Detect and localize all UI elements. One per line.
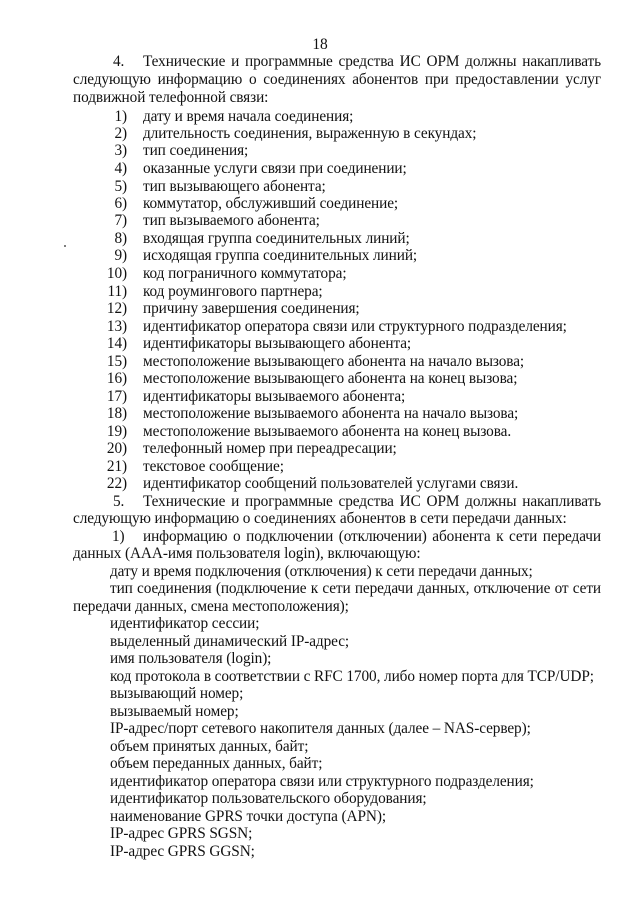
page-number: 18 bbox=[312, 36, 328, 53]
list-item-number: 8) bbox=[114, 230, 127, 247]
section-5-item-1-line-2: данных (ААА-имя пользователя login), включающую: bbox=[73, 545, 421, 562]
list-item-number: 19) bbox=[106, 423, 127, 440]
list-item: объем переданных данных, байт; bbox=[110, 755, 323, 772]
list-item-number: 13) bbox=[106, 318, 127, 335]
list-item-number: 17) bbox=[106, 388, 127, 405]
list-item-text: длительность соединения, выраженную в секундах; bbox=[143, 125, 477, 142]
list-item-number: 15) bbox=[106, 353, 127, 370]
list-item: идентификатор сессии; bbox=[110, 615, 260, 632]
list-item-number: 22) bbox=[106, 475, 127, 492]
list-item-number: 14) bbox=[106, 335, 127, 352]
list-item-text: местоположение вызываемого абонента на начало вызова; bbox=[143, 405, 519, 422]
list-item: имя пользователя (login); bbox=[110, 650, 272, 667]
list-item-text: телефонный номер при переадресации; bbox=[143, 440, 397, 457]
section-5-number: 5. bbox=[113, 493, 125, 510]
list-item-text: местоположение вызывающего абонента на конец вызова; bbox=[143, 370, 518, 387]
list-item: IP-адрес/порт сетевого накопителя данных (далее – NAS-сервер); bbox=[110, 720, 531, 737]
list-item-text: дату и время начала соединения; bbox=[143, 108, 354, 125]
list-item-text: код роумингового партнера; bbox=[143, 283, 323, 300]
list-item: идентификатор оператора связи или структурного подразделения; bbox=[110, 773, 534, 790]
section-5-sub-line-1: дату и время подключения (отключения) к сети передачи данных; bbox=[110, 563, 533, 580]
section-4-number: 4. bbox=[113, 53, 125, 70]
list-item-number: 18) bbox=[106, 405, 127, 422]
list-item-text: оказанные услуги связи при соединении; bbox=[143, 160, 407, 177]
list-item-number: 1) bbox=[114, 108, 127, 125]
list-item-number: 9) bbox=[114, 247, 127, 264]
list-item-number: 5) bbox=[114, 178, 127, 195]
section-4-intro-line-1: Технические и программные средства ИС ОРМ должны накапливать bbox=[143, 53, 601, 70]
list-item-text: идентификатор сообщений пользователей услугами связи. bbox=[143, 475, 519, 492]
section-5-item-1-number: 1) bbox=[112, 528, 125, 545]
list-item-number: 7) bbox=[114, 212, 127, 229]
list-item-text: местоположение вызываемого абонента на конец вызова. bbox=[143, 423, 512, 440]
list-item-text: идентификатор оператора связи или структурного подразделения; bbox=[143, 318, 567, 335]
list-item: идентификатор пользовательского оборудования; bbox=[110, 790, 427, 807]
list-item-text: тип вызываемого абонента; bbox=[143, 212, 320, 229]
list-item-number: 10) bbox=[106, 265, 127, 282]
list-item-text: тип вызывающего абонента; bbox=[143, 178, 326, 195]
list-item-text: исходящая группа соединительных линий; bbox=[143, 247, 418, 264]
list-item-text: текстовое сообщение; bbox=[143, 458, 284, 475]
scan-speck bbox=[64, 245, 66, 247]
section-5-intro-line-1: Технические и программные средства ИС ОРМ должны накапливать bbox=[143, 493, 601, 510]
section-5-sub-line-2a: тип соединения (подключение к сети передачи данных, отключение от сети bbox=[110, 580, 601, 597]
list-item: вызываемый номер; bbox=[110, 703, 239, 720]
list-item: выделенный динамический IP-адрес; bbox=[110, 633, 350, 650]
list-item-number: 4) bbox=[114, 160, 127, 177]
list-item-number: 3) bbox=[114, 142, 127, 159]
list-item-text: идентификаторы вызывающего абонента; bbox=[143, 335, 412, 352]
list-item-number: 6) bbox=[114, 195, 127, 212]
list-item-number: 16) bbox=[106, 370, 127, 387]
list-item-number: 12) bbox=[106, 300, 127, 317]
list-item: наименование GPRS точки доступа (APN); bbox=[110, 808, 386, 825]
list-item-text: входящая группа соединительных линий; bbox=[143, 230, 410, 247]
list-item-text: код пограничного коммутатора; bbox=[143, 265, 347, 282]
section-4-intro-line-2: следующую информацию о соединениях абонентов при предоставлении услуг bbox=[73, 71, 601, 88]
section-4-intro-line-3: подвижной телефонной связи: bbox=[73, 89, 269, 106]
section-5-sub-line-2b: передачи данных, смена местоположения); bbox=[73, 598, 349, 615]
list-item-number: 2) bbox=[114, 125, 127, 142]
list-item: код протокола в соответствии с RFC 1700, либо номер порта для TCP/UDP; bbox=[110, 668, 594, 685]
list-item-text: местоположение вызывающего абонента на начало вызова; bbox=[143, 353, 525, 370]
list-item-text: коммутатор, обслуживший соединение; bbox=[143, 195, 399, 212]
list-item-number: 11) bbox=[107, 283, 127, 300]
section-5-intro-line-2: следующую информацию о соединениях абонентов в сети передачи данных: bbox=[73, 510, 567, 527]
list-item: объем принятых данных, байт; bbox=[110, 738, 309, 755]
list-item-number: 20) bbox=[106, 440, 127, 457]
list-item-number: 21) bbox=[106, 458, 127, 475]
list-item-text: причину завершения соединения; bbox=[143, 300, 360, 317]
list-item: IP-адрес GPRS SGSN; bbox=[110, 825, 253, 842]
list-item-text: тип соединения; bbox=[143, 142, 249, 159]
section-5-item-1-line-1: информацию о подключении (отключении) абонента к сети передачи bbox=[143, 528, 601, 545]
list-item-text: идентификаторы вызываемого абонента; bbox=[143, 388, 406, 405]
list-item: вызывающий номер; bbox=[110, 685, 244, 702]
list-item: IP-адрес GPRS GGSN; bbox=[110, 843, 255, 860]
